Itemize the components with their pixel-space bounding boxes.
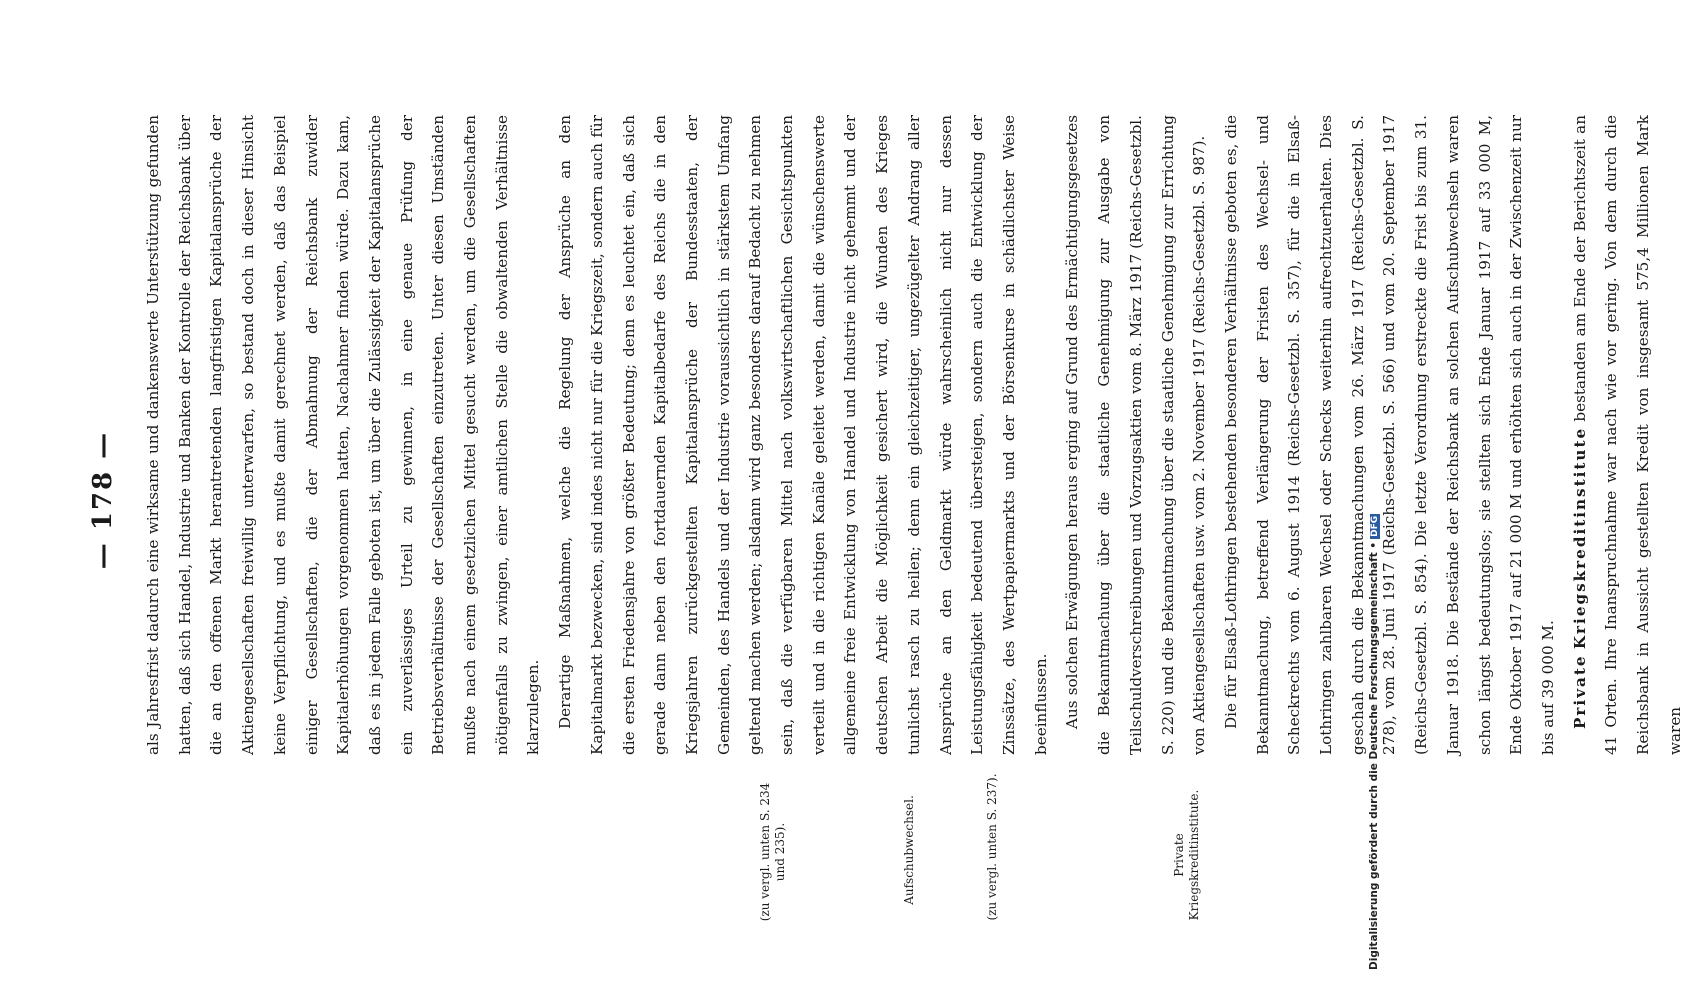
paragraph-5-keyword: Kriegskreditinstitute (1570, 426, 1589, 650)
paragraph-5 (1565, 115, 1691, 755)
digitization-attribution (1368, 514, 1380, 970)
paragraph-5-rest: bestanden am Ende der Berichtszeit an 41 Orten. Ihre Inanspruchnahme war nach wie vor gering. Von dem durch die Reichsbank in Aussicht gestellten Kredit von insgesamt 575,4 Millionen Mark waren (1570, 114, 1684, 755)
page-number: — 178 — (88, 430, 118, 570)
margin-note-reference-237: (zu vergl. unten S. 237). (985, 773, 999, 921)
paragraph-5-lead: Private (1570, 654, 1589, 729)
paragraph-1: als Jahresfrist dadurch eine wirksame und dankenswerte Unterstützung gefunden hatten, daß sich Handel, Industrie und Banken der Kontrolle der Reichsbank über die an den offenen Markt herantretenden langfristigen Kapitalansprüche der Aktiengesellschaften freiwillig unterwarfen, so bestand doch in dieser Hinsicht keine Verpflichtung, und es mußte damit gerechnet werden, daß das Beispiel einiger Gesellschaften, die der Abmahnung der Reichsbank zuwider Kapitalerhöhungen vorgenommen hatten, Nachahmer finden würde. Dazu kam, daß es in jedem Falle geboten ist, um über die Zulässigkeit der Kapitalansprüche ein zuverlässiges Urteil zu gewinnen, in eine genaue Prüfung der Betriebsverhältnisse der Gesellschaften einzutreten. Unter diesen Umständen mußte nach einem gesetzlichen Mittel gesucht werden, um die Gesellschaften nötigenfalls zu zwingen, einer amtlichen Stelle die obwaltenden Verhältnisse klarzulegen. (144, 115, 543, 755)
paragraph-3: Aus solchen Erwägungen heraus erging auf Grund des Ermächtigungsgesetzes die Bekanntmachung über die staatliche Genehmigung zur Ausgabe von Teilschuldverschreibungen und Vorzugsaktien vom 8. März 1917 (Reichs-Gesetzbl. S. 220) und die Bekanntmachung über die staatliche Genehmigung zur Errichtung von Aktiengesellschaften usw. vom 2. November 1917 (Reichs-Gesetzbl. S. 987). (1063, 115, 1209, 755)
margin-note-kriegskreditinstitute: Private Kriegskreditinstitute. (1172, 789, 1201, 921)
paragraph-2: Derartige Maßnahmen, welche die Regelung der Ansprüche an den Kapitalmarkt bezwecken, sind indes nicht nur für die Kriegszeit, sondern auch für die ersten Friedensjahre von größter Bedeutung; denn es leuchtet ein, daß sich gerade dann neben den fortdauernden Kapitalbedarfe des Reichs die in den Kriegsjahren zurückgestellten Kapitalansprüche der Bundesstaaten, der Gemeinden, des Handels und der Industrie voraussichtlich in stärkstem Umfang geltend machen werden; alsdann wird ganz besonders darauf Bedacht zu nehmen sein, daß die verfügbaren Mittel nach volkswirtschaftlichen Gesichtspunkten verteilt und in die richtigen Kanäle geleitet werden, damit die wünschenswerte allgemeine freie Entwicklung von Handel und Industrie nicht gehemmt und der deutschen Arbeit die Möglichkeit gesichert wird, die Wunden des Krieges tunlichst rasch zu heilen; denn ein gleichzeitiger, ungezügelter Andrang aller Ansprüche an den Geldmarkt würde wahrscheinlich nicht nur dessen Leistungsfähigkeit bedeutend übersteigen, sondern auch die Entwicklung der Zinssätze, des Wertpapiermarkts und der Börsenkurse in schädlichster Weise beeinflussen. (556, 115, 1050, 755)
dfg-logo: DFG (1370, 515, 1380, 537)
attribution-text: Digitalisierung gefördert durch die Deutsche Forschungsgemeinschaft • (1368, 541, 1380, 970)
paragraph-4: Die für Elsaß-Lothringen bestehenden besonderen Verhältnisse geboten es, die Bekanntmachung, betreffend Verlängerung der Fristen des Wechsel- und Scheckrechts vom 6. August 1914 (Reichs-Gesetzbl. S. 357), für die in Elsaß-Lothringen zahlbaren Wechsel oder Schecks weiterhin aufrechtzuerhalten. Dies geschah durch die Bekanntmachungen vom 26. März 1917 (Reichs-Gesetzbl. S. 278), vom 28. Juni 1917 (Reichs-Gesetzbl. S. 566) und vom 20. September 1917 (Reichs-Gesetzbl. S. 854). Die letzte Verordnung erstreckte die Frist bis zum 31. Januar 1918. Die Bestände der Reichsbank an solchen Aufschubwechseln waren schon längst bedeutungslos; sie stellten sich Ende Januar 1917 auf 33 000 M, Ende Oktober 1917 auf 21 000 M und erhöhten sich auch in der Zwischenzeit nur bis auf 39 000 M. (1221, 115, 1557, 755)
margin-note-reference-234: (zu vergl. unten S. 234 und 235). (758, 782, 787, 922)
margin-note-aufschubwechsel: Aufschubwechsel. (902, 795, 916, 905)
body-text (138, 115, 1691, 755)
